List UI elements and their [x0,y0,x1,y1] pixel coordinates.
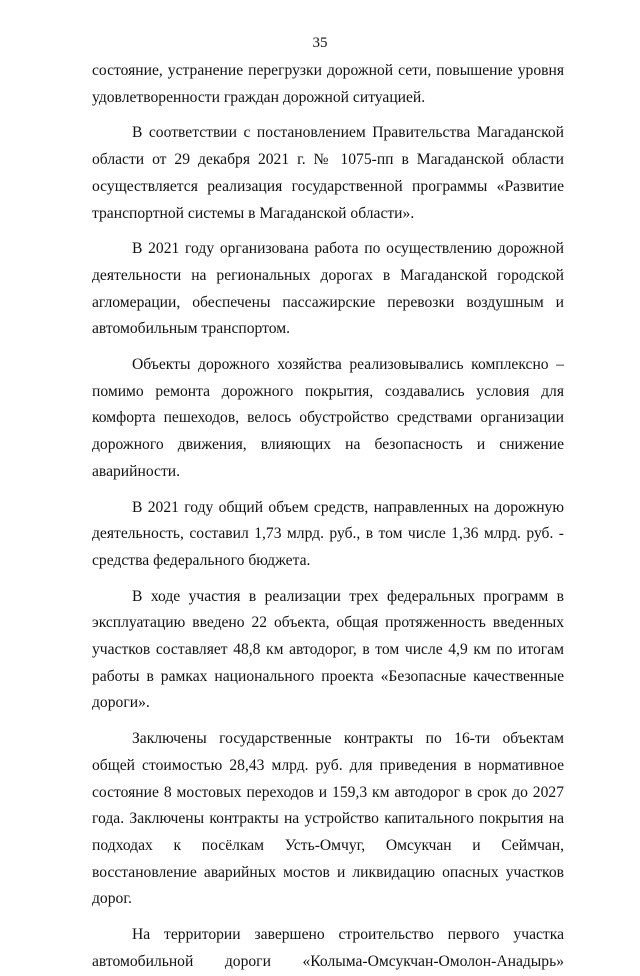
paragraph-complex-objects: Объекты дорожного хозяйства реализовывались комплексно – помимо ремонта дорожного покрытия, создавались условия для комфорта пешеходов, велось обустройство средствами организации дорожного движения, влияющих на безопасность и снижение аварийности. [92,356,564,480]
paragraph-continuation: состояние, устранение перегрузки дорожной сети, повышение уровня удовлетворенности граждан дорожной ситуацией. [92,62,564,106]
paragraph-funding-volume: В 2021 году общий объем средств, направленных на дорожную деятельность, составил 1,73 млрд. руб., в том числе 1,36 млрд. руб. - средства федерального бюджета. [92,498,564,569]
paragraph-federal-programs: В ходе участия в реализации трех федеральных программ в эксплуатацию введено 22 объекта, общая протяженность введенных участков составляет 48,8 км автодорог, в том числе 4,9 км по итогам работы в рамках национального проекта «Безопасные качественные дороги». [92,587,564,712]
paragraph-program-decree: В соответствии с постановлением Правительства Магаданской области от 29 декабря 2021 г. № 1075-пп в Магаданской области осуществляется реализация государственной программы «Развитие транспортной системы в Магаданской области». [92,124,564,222]
paragraph-state-contracts: Заключены государственные контракты по 16-ти объектам общей стоимостью 28,43 млрд. руб. для приведения в нормативное состояние 8 мостовых переходов и 159,3 км автодорог в срок до 2027 года. Заключены контракты на устройство капитального покрытия на подходах к посёлкам Усть-Омчуг, Омсукчан и Сеймчан, восстановление аварийных мостов и ликвидацию опасных участков дорог. [92,730,564,908]
paragraph-road-activity-2021: В 2021 году организована работа по осуществлению дорожной деятельности на региональных дорогах в Магаданской городской агломерации, обеспечены пассажирские перевозки воздушным и автомобильным транспортом. [92,240,564,338]
paragraph-construction-first-section: На территории завершено строительство первого участка автомобильной дороги «Колыма-Омсукчан-Омолон-Анадырь» [92,926,564,970]
page-number: 35 [312,35,328,51]
document-body [92,58,564,976]
